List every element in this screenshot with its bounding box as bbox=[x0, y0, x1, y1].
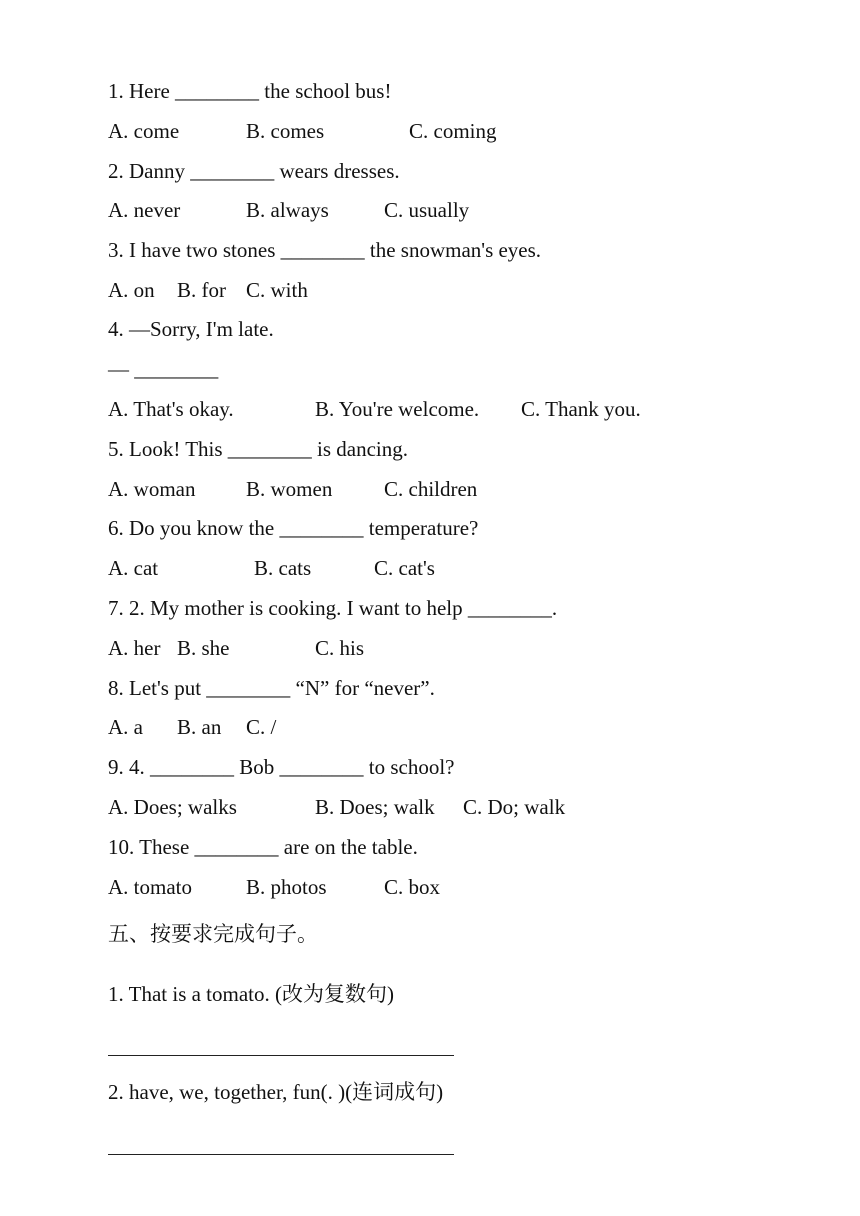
option-a: A. her bbox=[108, 636, 161, 660]
option-c: C. children bbox=[384, 477, 478, 501]
option-b: B. an bbox=[177, 715, 222, 739]
item-instruction: 改为复数句 bbox=[282, 982, 387, 1006]
section-5-title: 五、按要求完成句子。 bbox=[108, 922, 318, 946]
option-a: A. tomato bbox=[108, 875, 192, 899]
item-close: ) bbox=[436, 1080, 444, 1104]
option-a: A. never bbox=[108, 198, 181, 222]
section-5-item-2 bbox=[108, 1080, 443, 1104]
option-a: A. cat bbox=[108, 556, 159, 580]
option-b: B. she bbox=[177, 636, 230, 660]
section-5-item-1 bbox=[108, 982, 394, 1006]
option-b: B. always bbox=[246, 198, 329, 222]
question-3-stem: 3. I have two stones ________ the snowman's eyes. bbox=[108, 238, 542, 262]
question-2-stem: 2. Danny ________ wears dresses. bbox=[108, 159, 400, 183]
option-a: A. woman bbox=[108, 477, 196, 501]
option-a: A. That's okay. bbox=[108, 397, 234, 421]
option-a: A. on bbox=[108, 278, 155, 302]
answer-line-1[interactable] bbox=[108, 1055, 454, 1056]
question-10-stem: 10. These ________ are on the table. bbox=[108, 835, 418, 859]
option-b: B. photos bbox=[246, 875, 327, 899]
question-8-stem: 8. Let's put ________ “N” for “never”. bbox=[108, 676, 435, 700]
option-b: B. for bbox=[177, 278, 226, 302]
option-c: C. usually bbox=[384, 198, 470, 222]
option-b: B. women bbox=[246, 477, 333, 501]
option-b: B. cats bbox=[254, 556, 312, 580]
option-c: C. / bbox=[246, 715, 277, 739]
option-c: C. his bbox=[315, 636, 365, 660]
item-text: 2. have, we, together, fun(. )( bbox=[108, 1080, 353, 1104]
option-c: C. Do; walk bbox=[463, 795, 566, 819]
option-a: A. a bbox=[108, 715, 143, 739]
question-5-stem: 5. Look! This ________ is dancing. bbox=[108, 437, 409, 461]
item-text: 1. That is a tomato. ( bbox=[108, 982, 282, 1006]
question-4-response: — ________ bbox=[108, 357, 219, 381]
option-a: A. Does; walks bbox=[108, 795, 237, 819]
item-close: ) bbox=[387, 982, 394, 1006]
option-b: B. You're welcome. bbox=[315, 397, 480, 421]
option-a: A. come bbox=[108, 119, 180, 143]
option-c: C. box bbox=[384, 875, 441, 899]
option-c: C. Thank you. bbox=[521, 397, 641, 421]
question-7-stem: 7. 2. My mother is cooking. I want to help ________. bbox=[108, 596, 563, 620]
option-b: B. Does; walk bbox=[315, 795, 435, 819]
item-instruction: 连词成句 bbox=[352, 1080, 437, 1104]
option-b: B. comes bbox=[246, 119, 325, 143]
question-9-stem: 9. 4. ________ Bob ________ to school? bbox=[108, 755, 455, 779]
option-c: C. cat's bbox=[374, 556, 435, 580]
option-c: C. with bbox=[246, 278, 308, 302]
question-6-stem: 6. Do you know the ________ temperature? bbox=[108, 516, 479, 540]
option-c: C. coming bbox=[409, 119, 497, 143]
question-4-stem: 4. —Sorry, I'm late. bbox=[108, 317, 274, 341]
question-1-stem: 1. Here ________ the school bus! bbox=[108, 79, 392, 103]
answer-line-2[interactable] bbox=[108, 1154, 454, 1155]
